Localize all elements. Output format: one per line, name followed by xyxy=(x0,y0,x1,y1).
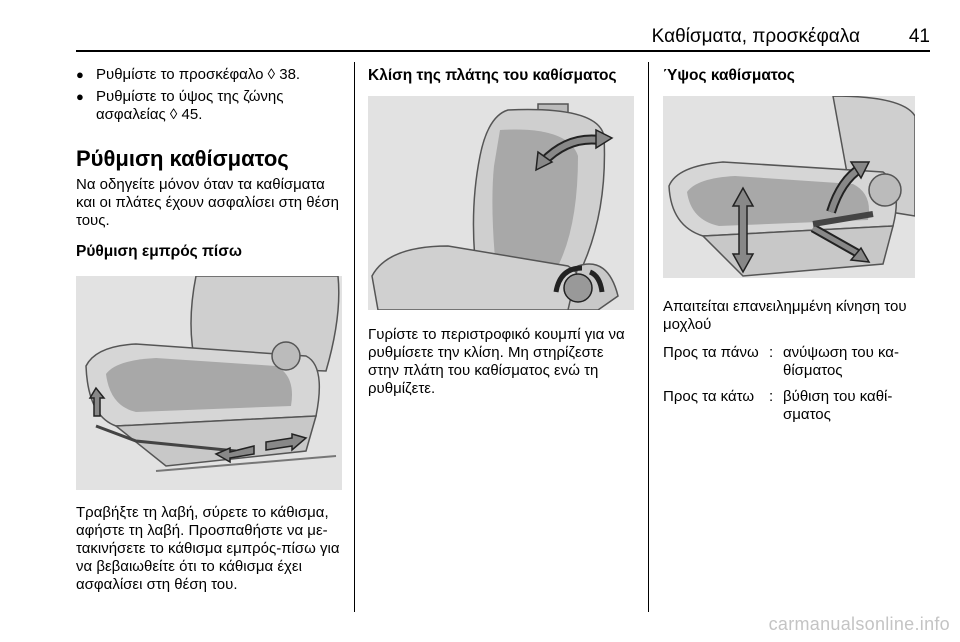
column-3 xyxy=(663,62,931,424)
bullet-item xyxy=(76,88,342,124)
section-intro: Να οδηγείτε μόνον όταν τα καθίσματα και οι πλάτες έχουν ασφαλίσει στη θέση τους. xyxy=(76,176,339,229)
subsection-title: Ρύθμιση εμπρός πίσω xyxy=(76,243,242,260)
recline-caption: Γυρίστε το περιστροφικό κουμπί για να ρυθμίσετε την κλίση. Μη στηρίζεστε στην πλάτη του καθίσματος ενώ τη ρυθμίζετε. xyxy=(368,326,625,397)
bullet-text: Ρυθμίστε το ύψος της ζώνης ασφαλείας ◊ 45. xyxy=(96,88,284,123)
direction-label: Προς τα κάτω xyxy=(663,388,755,405)
page-header-title: Καθίσματα, προσκέφαλα xyxy=(651,26,860,47)
direction-effect: βύθιση του καθίσματος xyxy=(783,388,893,423)
seat-recline-drawing xyxy=(368,96,634,310)
bullet-dot: ● xyxy=(76,67,84,82)
column-divider xyxy=(648,62,649,612)
watermark: carmanualsonline.info xyxy=(768,614,950,634)
seat-fore-aft-illustration xyxy=(76,276,342,490)
seat-height-drawing xyxy=(663,96,915,278)
fore-aft-caption: Τραβήξτε τη λαβή, σύρετε το κάθισμα, αφήστε τη λαβή. Προσπαθήστε να μετακινήσετε το κάθισμα εμπρός-πίσω για να βεβαιωθείτε ότι το κάθισμα έχει ασφαλίσει στη θέση του. xyxy=(76,504,340,593)
seat-height-illustration xyxy=(663,96,915,278)
bullet-dot: ● xyxy=(76,89,84,104)
column-1 xyxy=(76,62,342,594)
cross-ref-icon: ◊ xyxy=(169,106,178,123)
direction-effect: ανύψωση του καθίσματος xyxy=(783,344,899,379)
direction-label: Προς τα πάνω xyxy=(663,344,759,361)
bullet-text: Ρυθμίστε το προσκέφαλο ◊ 38. xyxy=(96,66,301,83)
subsection-title: Ύψος καθίσματος xyxy=(663,67,795,84)
height-caption: Απαιτείται επανειλημμένη κίνηση του μοχλού xyxy=(663,298,907,333)
row-colon: : xyxy=(769,388,774,405)
page-number: 41 xyxy=(908,26,930,47)
section-title: Ρύθμιση καθίσματος xyxy=(76,146,289,171)
row-colon: : xyxy=(769,344,774,361)
column-divider xyxy=(354,62,355,612)
cross-ref-link[interactable]: 38. xyxy=(279,66,301,83)
column-2 xyxy=(368,62,634,398)
seat-fore-aft-drawing xyxy=(76,276,342,490)
table-row xyxy=(663,388,931,424)
height-direction-table xyxy=(663,344,931,424)
bullet-item xyxy=(76,66,342,84)
cross-ref-icon: ◊ xyxy=(267,66,276,83)
table-row xyxy=(663,344,931,380)
cross-ref-link[interactable]: 45. xyxy=(181,106,203,123)
seat-recline-illustration xyxy=(368,96,634,310)
header-rule xyxy=(76,50,930,52)
subsection-title: Κλίση της πλάτης του καθίσματος xyxy=(368,67,617,84)
